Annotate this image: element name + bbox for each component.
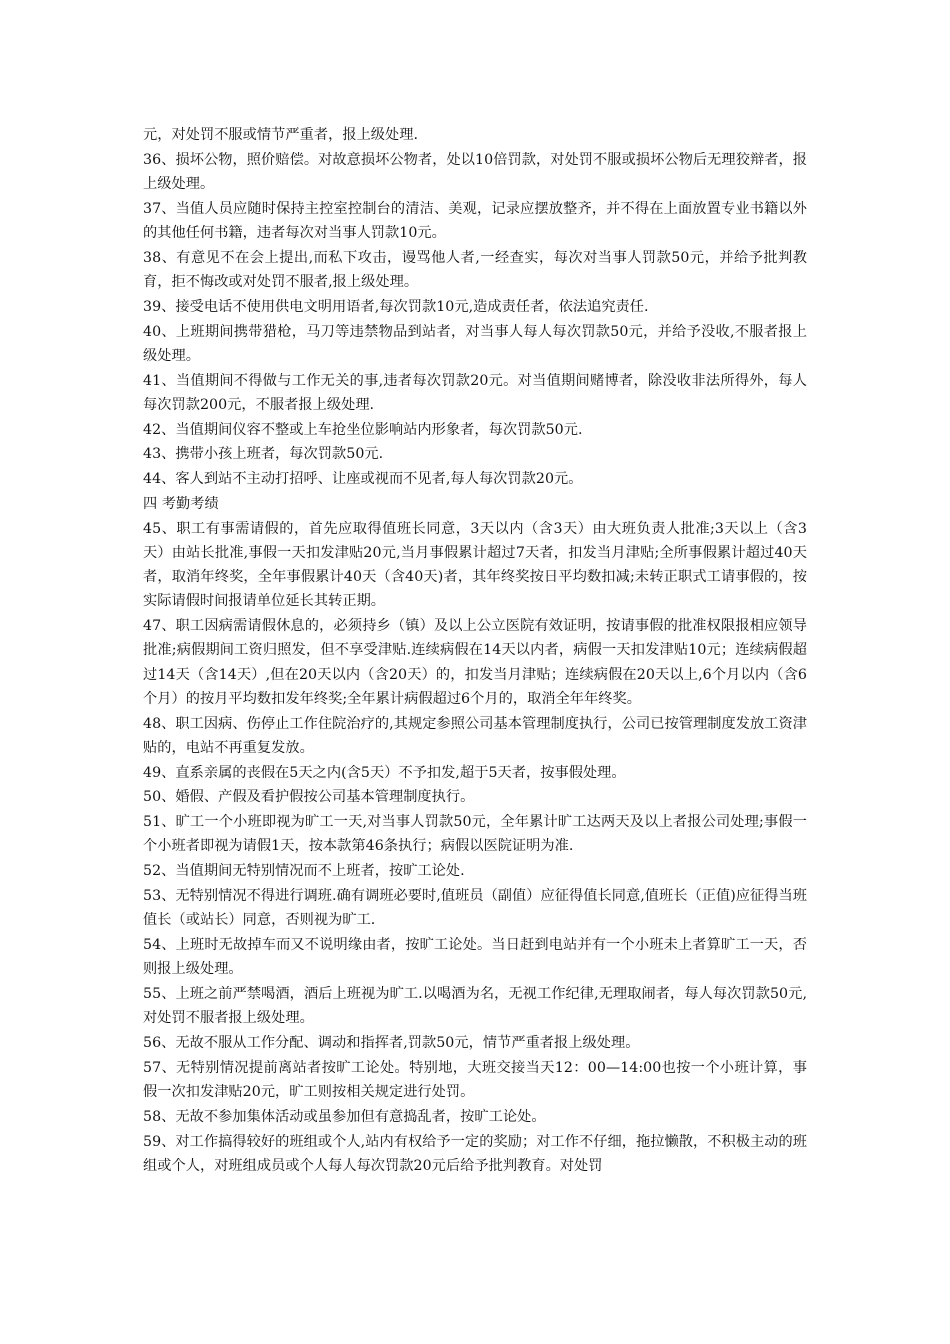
regulation-paragraph: 48、职工因病、伤停止工作住院治疗的,其规定参照公司基本管理制度执行，公司已按管理制度发放工资津贴的，电站不再重复发放。 xyxy=(143,715,807,756)
regulation-paragraph: 57、无特别情况提前离站者按旷工论处。特别地，大班交接当天12：00—14:00也按一个小班计算，事假一次扣发津贴20元，旷工则按相关规定进行处罚。 xyxy=(143,1059,807,1100)
regulation-paragraph: 59、对工作搞得较好的班组或个人,站内有权给予一定的奖励；对工作不仔细，拖拉懒散，不积极主动的班组或个人，对班组成员或个人每人每次罚款20元后给予批判教育。对处罚 xyxy=(143,1133,807,1174)
regulation-paragraph: 56、无故不服从工作分配、调动和指挥者,罚款50元，情节严重者报上级处理。 xyxy=(143,1034,640,1051)
regulation-paragraph: 37、当值人员应随时保持主控室控制台的清洁、美观，记录应摆放整齐，并不得在上面放置专业书籍以外的其他任何书籍，违者每次对当事人罚款10元。 xyxy=(143,200,807,241)
regulation-paragraph: 42、当值期间仪容不整或上车抢坐位影响站内形象者，每次罚款50元. xyxy=(143,421,583,438)
regulation-paragraph: 47、职工因病需请假休息的，必须持乡（镇）及以上公立医院有效证明，按请事假的批准权限报相应领导批准;病假期间工资归照发，但不享受津贴.连续病假在14天以内者，病假一天扣发津贴10元；连续病假超过14天（含14天）,但在20天以内（含20天）的，扣发当月津贴；连续病假在20天以上,6个月以内（含6个月）的按月平均数扣发年终奖;全年累计病假超过6个月的，取消全年年终奖。 xyxy=(143,618,807,707)
regulation-paragraph: 39、接受电话不使用供电文明用语者,每次罚款10元,造成责任者，依法追究责任. xyxy=(143,298,649,315)
regulation-paragraph: 58、无故不参加集体活动或虽参加但有意捣乱者，按旷工论处。 xyxy=(143,1108,546,1125)
regulation-paragraph: 43、携带小孩上班者，每次罚款50元. xyxy=(143,446,384,463)
regulation-paragraph: 54、上班时无故掉车而又不说明缘由者，按旷工论处。当日赶到电站并有一个小班未上者算旷工一天，否则报上级处理。 xyxy=(143,936,807,978)
section-heading: 四 考勤考绩 xyxy=(143,495,219,512)
regulation-paragraph: 52、当值期间无特别情况而不上班者，按旷工论处. xyxy=(143,863,465,880)
regulation-paragraph: 41、当值期间不得做与工作无关的事,违者每次罚款20元。对当值期间赌博者，除没收非法所得外，每人每次罚款200元，不服者报上级处理. xyxy=(143,372,807,413)
regulation-paragraph: 49、直系亲属的丧假在5天之内(含5天）不予扣发,超于5天者，按事假处理。 xyxy=(143,764,626,781)
regulation-paragraph: 元，对处罚不服或情节严重者，报上级处理. xyxy=(143,127,419,143)
regulation-paragraph: 40、上班期间携带猎枪，马刀等违禁物品到站者，对当事人每人每次罚款50元，并给予没收,不服者报上级处理。 xyxy=(143,323,807,364)
regulation-paragraph: 44、客人到站不主动打招呼、让座或视而不见者,每人每次罚款20元。 xyxy=(143,471,583,488)
regulation-paragraph: 51、旷工一个小班即视为旷工一天,对当事人罚款50元，全年累计旷工达两天及以上者报公司处理;事假一个小班者即视为请假1天，按本款第46条执行；病假以医院证明为准. xyxy=(143,814,807,855)
regulation-paragraph: 36、损坏公物，照价赔偿。对故意损坏公物者，处以10倍罚款，对处罚不服或损坏公物后无理狡辩者，报上级处理。 xyxy=(143,151,807,192)
regulation-paragraph: 38、有意见不在会上提出,而私下攻击，谩骂他人者,一经查实，每次对当事人罚款50元，并给予批判教育，拒不悔改或对处罚不服者,报上级处理。 xyxy=(143,249,807,290)
regulation-paragraph: 50、婚假、产假及看护假按公司基本管理制度执行。 xyxy=(143,789,475,806)
regulation-paragraph: 45、职工有事需请假的，首先应取得值班长同意，3天以内（含3天）由大班负责人批准;3天以上（含3天）由站长批准,事假一天扣发津贴20元,当月事假累计超过7天者，扣发当月津贴;全所事假累计超过40天者，取消年终奖，全年事假累计40天（含40天)者，其年终奖按日平均数扣减;未转正职式工请事假的，按实际请假时间报请单位延长其转正期。 xyxy=(143,520,807,610)
document-body xyxy=(143,123,807,1179)
regulation-paragraph: 55、上班之前严禁喝酒，酒后上班视为旷工.以喝酒为名，无视工作纪律,无理取闹者，每人每次罚款50元,对处罚不服者报上级处理。 xyxy=(143,985,807,1027)
regulation-paragraph: 53、无特别情况不得进行调班.确有调班必要时,值班员（副值）应征得值长同意,值班长（正值)应征得当班值长（或站长）同意，否则视为旷工. xyxy=(143,887,807,929)
